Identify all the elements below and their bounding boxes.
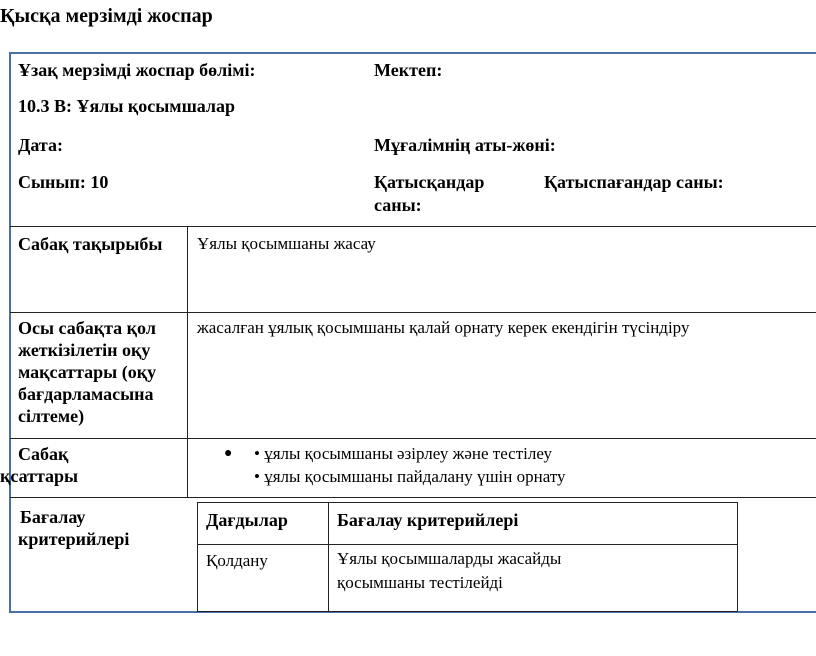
- criteria-table-header-divider: [197, 544, 738, 545]
- date-label: Дата:: [18, 135, 63, 155]
- column-divider: [187, 226, 188, 498]
- present-label-line1: Қатысқандар: [374, 172, 485, 192]
- class-label: Сынып: 10: [18, 172, 109, 192]
- present-label-line2: саны:: [374, 195, 422, 215]
- goals-label-line2: қсаттары: [0, 466, 79, 486]
- objectives-label-line: мақсаттары (оқу: [18, 362, 157, 382]
- goal-item: • ұялы қосымшаны әзірлеу және тестілеу: [254, 444, 552, 463]
- school-label: Мектеп:: [374, 60, 443, 80]
- criteria-description-line: қосымшаны тестілейді: [337, 573, 503, 592]
- bullet-icon: ●: [224, 446, 233, 461]
- long-term-section-label: Ұзақ мерзімді жоспар бөлімі:: [18, 60, 256, 80]
- unit-label: 10.3 В: Ұялы қосымшалар: [18, 96, 236, 116]
- goal-item: • ұялы қосымшаны пайдалану үшін орнату: [254, 467, 566, 486]
- criteria-header-skills: Дағдылар: [206, 510, 288, 530]
- objectives-label-line: бағдарламасына: [18, 384, 154, 404]
- objectives-label-line: сілтеме): [18, 406, 85, 426]
- absent-label: Қатыспағандар саны:: [544, 172, 724, 192]
- objectives-label-line: Осы сабақта қол: [18, 318, 156, 338]
- objectives-label-line: жеткізілетін оқу: [18, 340, 151, 360]
- topic-value: Ұялы қосымшаны жасау: [197, 234, 376, 253]
- row-divider-objectives: [10, 312, 816, 313]
- assessment-label-line2: критерийлері: [18, 529, 130, 549]
- goals-label-line1: Сабақ: [18, 444, 69, 464]
- criteria-skill-cell: Қолдану: [206, 551, 268, 570]
- criteria-description-line: Ұялы қосымшаларды жасайды: [337, 549, 562, 568]
- criteria-table-column-divider: [328, 502, 329, 612]
- row-divider-goals: [10, 438, 816, 439]
- row-divider-topic: [10, 226, 816, 227]
- assessment-label-line1: Бағалау: [20, 507, 86, 527]
- row-divider-assessment: [10, 497, 816, 498]
- page-title: Қысқа мерзімді жоспар: [0, 5, 213, 27]
- criteria-header-criteria: Бағалау критерийлері: [337, 510, 519, 530]
- topic-label: Сабақ тақырыбы: [18, 234, 163, 254]
- teacher-label: Мұғалімнің аты-жөні:: [374, 135, 556, 155]
- objectives-value: жасалған ұялық қосымшаны қалай орнату керек екендігін түсіндіру: [197, 318, 690, 337]
